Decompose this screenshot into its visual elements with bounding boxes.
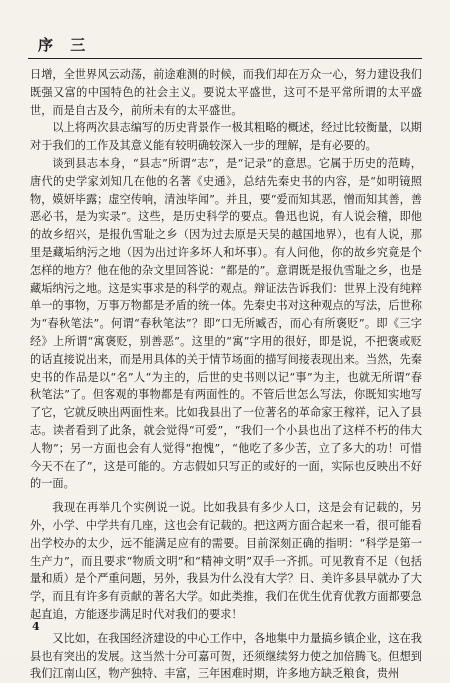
paragraph: 又比如，在我国经济建设的中心工作中，各地集中力量搞乡镇企业，这在我县也有突出的发展。这当然十分可嘉可贺，还须继续努力使之加倍腾飞。但想到我们江南山区，物产独特、丰富，三年困难时期，许多地方缺乏粮食，贵州 xyxy=(30,631,422,681)
running-header xyxy=(28,34,422,58)
paragraph: 我现在再举几个实例说一说。比如我县有多少人口，这是会有记载的，另外，小学、中学共有几座，这也会有记载的。把这两方面合起来一看，很可能看出学校办的太少，远不能满足应有的需要。目前深刻正确的指明：“科学是第一生产力”，而且要求“物质文明”和“精神文明”双手一齐抓。可见教育不足（包括量和质）是个严重问题，另外，我县为什么没有大学？日、美许多县早就办了大学，而且有许多有贡献的著名大学。如此类推，我们在优生优育优教方面都要急起直追，方能逐步满足时代对我们的要求！ xyxy=(30,501,422,621)
page-number: 4 xyxy=(32,620,40,633)
paragraph: 以上将两次县志编写的历史背景作一极其粗略的概述，经过比较衡量，以期对于我们的工作及其意义能有较明确较深入一步的理解，是有必要的。 xyxy=(30,121,422,153)
paragraph: 谈到县志本身，“县志”所谓“志”，是“记录”的意思。它属于历史的范畴，唐代的史学家刘知几在他的名著《史通》，总结先秦史书的内容，是“如明镜照物，嫫妍毕露；虚空传响，清浊毕闻”。并且，要“爱而知其恶，憎而知其善，善恶必书，是为实录”。这些，是历史科学的要点。鲁迅也说，有人说会稽，即他的故乡绍兴，是报仇雪耻之乡（因为过去原是天吴的越国地界），也有人说，那里是藏垢纳污之地（因为出过许多坏人和坏事）。有人问他，你的故乡究竟是个怎样的地方？他在他的杂文里回答说：“都是的”。意谓既是报仇雪耻之乡，也是藏垢纳污之地。这是实事求是的科学的观点。辩证法告诉我们：世界上没有纯粹单一的事物，万事万物都是矛盾的统一体。先秦史书对这种观点的写法，后世称为“春秋笔法”。何谓“春秋笔法”？即“口无所臧否，而心有所褒贬”。即《三字经》上所谓“寓褒贬，别善恶”。这里的“寓”字用的很好，即是说，不把褒或贬的话直接说出来，而是用具体的关于情节场面的描写间接表现出来。当然，先秦史书的作品是以“名”人“为主的，后世的史书则以记“事”为主，也就无所谓“春秋笔法”了。但客观的事物都是有两面性的。不管后世怎么写法，你既知实地写了它，它就反映出两面性来。比如我县出了一位著名的革命家王稼祥，记入了县志。读者看到了此条，就会觉得“可爱”，“我们一个小县也出了这样不朽的伟大人物”；另一方面也会有人觉得“抱愧”，“他吃了多少苦，立了多大的功！可惜今天不在了”，这是可能的。方志假如只写正的或好的一面，实际也反映出不好的一面。 xyxy=(30,156,422,491)
body-text xyxy=(30,66,422,683)
paragraph-continued: 日增，全世界风云动荡，前途难测的时候，而我们却在万众一心，努力建设我们既强又富的中国特色的社会主义。要说太平盛世，这可不是平常所谓的太平盛世，而是自古及今，前所未有的太平盛世。 xyxy=(30,68,422,117)
header-rule xyxy=(28,58,422,59)
header-title: 序 三 xyxy=(38,36,92,54)
